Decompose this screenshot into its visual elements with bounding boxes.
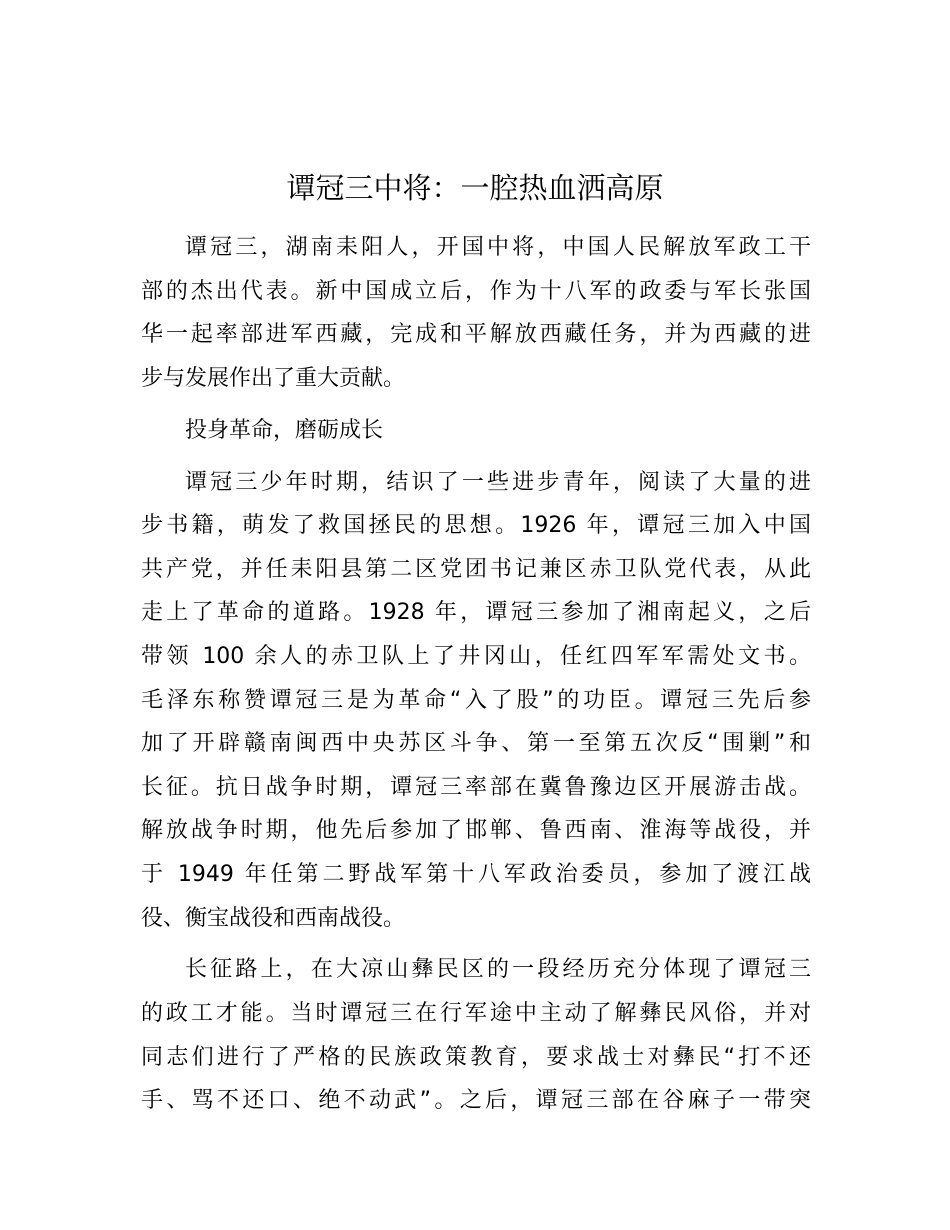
text-line: 步与发展作出了重大贡献。 bbox=[141, 365, 406, 391]
text-line: 步书籍，萌发了救国拯民的思想。1926 年，谭冠三加入中国 bbox=[141, 513, 811, 539]
text-line: 长征。抗日战争时期，谭冠三率部在冀鲁豫边区开展游击战。 bbox=[141, 774, 811, 800]
paragraph-early-life bbox=[141, 461, 811, 941]
text-line: 役、衡宝战役和西南战役。 bbox=[141, 905, 406, 931]
paragraph-intro bbox=[141, 226, 811, 400]
text-line: 部的杰出代表。新中国成立后，作为十八军的政委与军长张国 bbox=[141, 278, 811, 304]
text-line: 于 1949 年任第二野战军第十八军政治委员，参加了渡江战 bbox=[141, 861, 811, 887]
text-line: 谭冠三少年时期，结识了一些进步青年，阅读了大量的进 bbox=[185, 469, 811, 495]
text-line: 共产党，并任耒阳县第二区党团书记兼区赤卫队党代表，从此 bbox=[141, 556, 811, 582]
text-line: 长征路上，在大凉山彝民区的一段经历充分体现了谭冠三 bbox=[185, 957, 811, 983]
text-line: 加了开辟赣南闽西中央苏区斗争、第一至第五次反“围剿”和 bbox=[141, 731, 811, 757]
text-line: 走上了革命的道路。1928 年，谭冠三参加了湘南起义，之后 bbox=[141, 600, 811, 626]
section-heading-text: 投身革命，磨砺成长 bbox=[185, 417, 384, 443]
text-line: 手、骂不还口、绝不动武”。之后，谭冠三部在谷麻子一带突 bbox=[141, 1088, 811, 1114]
paragraph-long-march bbox=[141, 948, 811, 1122]
text-line: 的政工才能。当时谭冠三在行军途中主动了解彝民风俗，并对 bbox=[141, 1000, 811, 1026]
text-line: 带领 100 余人的赤卫队上了井冈山，任红四军军需处文书。 bbox=[141, 643, 811, 669]
text-line: 解放战争时期，他先后参加了邯郸、鲁西南、淮海等战役，并 bbox=[141, 818, 811, 844]
text-line: 谭冠三，湖南耒阳人，开国中将，中国人民解放军政工干 bbox=[185, 235, 811, 260]
text-line: 华一起率部进军西藏，完成和平解放西藏任务，并为西藏的进 bbox=[141, 322, 811, 348]
document-body bbox=[141, 226, 811, 1131]
section-heading bbox=[141, 409, 811, 453]
text-line: 同志们进行了严格的民族政策教育，要求战士对彝民“打不还 bbox=[141, 1044, 811, 1070]
text-line: 毛泽东称赞谭冠三是为革命“入了股”的功臣。谭冠三先后参 bbox=[141, 687, 811, 713]
document-title: 谭冠三中将：一腔热血洒高原 bbox=[286, 171, 664, 205]
